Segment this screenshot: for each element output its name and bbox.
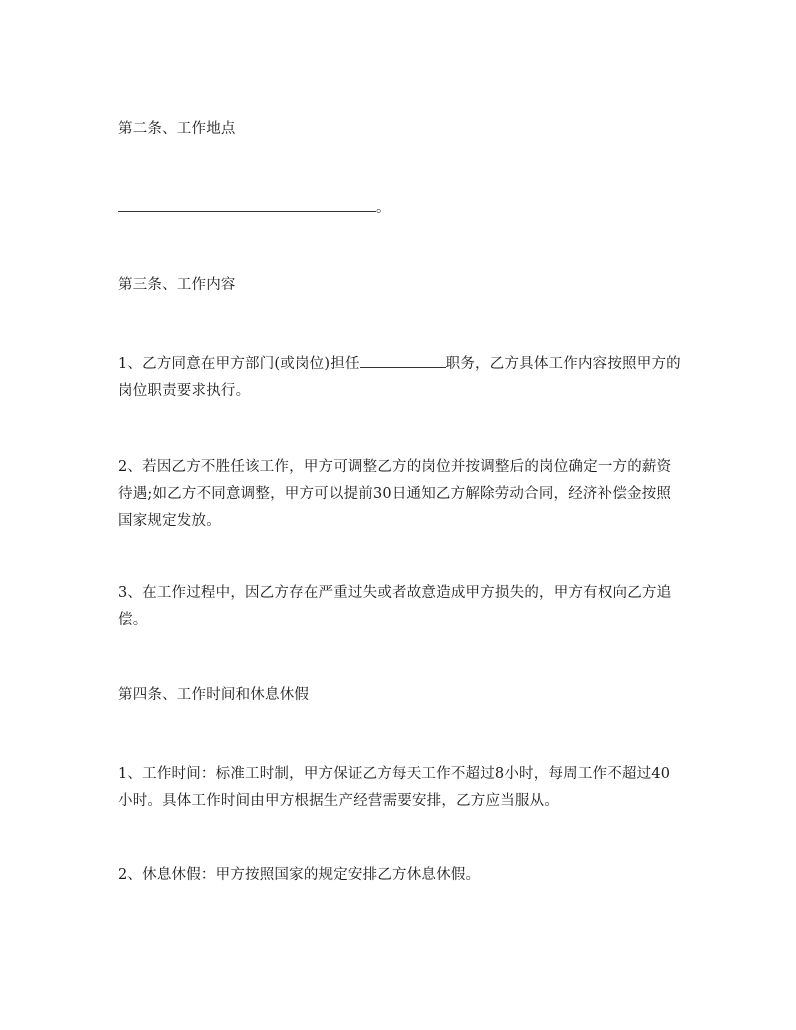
article4-heading: 第四条、工作时间和休息休假 — [118, 687, 310, 703]
article3-item3: 3、在工作过程中，因乙方存在严重过失或者故意造成甲方损失的，甲方有权向乙方追偿。 — [118, 585, 672, 628]
article3-item1 — [118, 351, 683, 405]
article3-item1-after: 职务，乙方具体工作内容按照甲方的岗位职责要求执行。 — [118, 356, 681, 399]
article3-item1-before: 1、乙方同意在甲方部门(或岗位)担任 — [118, 356, 360, 372]
article3-heading: 第三条、工作内容 — [118, 277, 236, 293]
work-location-blank — [118, 195, 683, 222]
article4-item2: 2、休息休假：甲方按照国家的规定安排乙方休息休假。 — [118, 867, 481, 883]
article4-item1: 1、工作时间：标准工时制，甲方保证乙方每天工作不超过8小时，每周工作不超过40小时。具体工作时间由甲方根据生产经营需要安排，乙方应当服从。 — [118, 766, 671, 809]
article2-heading: 第二条、工作地点 — [118, 121, 236, 137]
position-fill-line — [360, 353, 446, 368]
work-location-fill-line — [118, 197, 376, 212]
work-location-period: 。 — [376, 200, 391, 216]
article3-item2: 2、若因乙方不胜任该工作，甲方可调整乙方的岗位并按调整后的岗位确定一方的薪资待遇;如乙方不同意调整，甲方可以提前30日通知乙方解除劳动合同，经济补偿金按照国家规定发放。 — [118, 459, 672, 529]
